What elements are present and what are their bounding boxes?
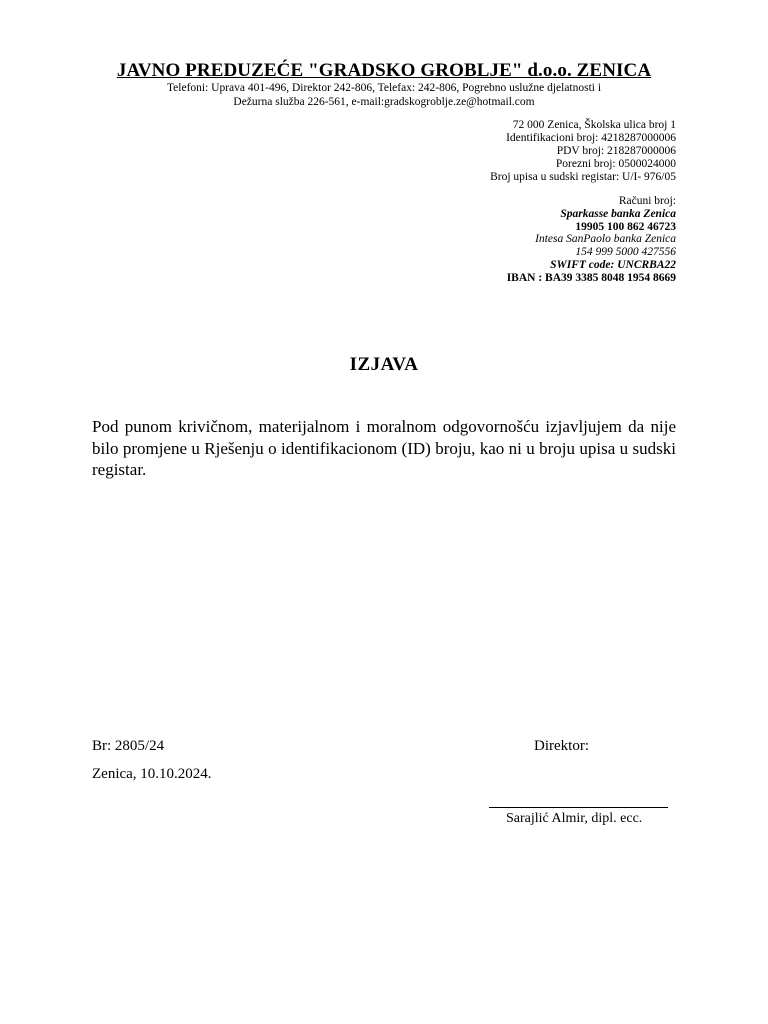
contact-info [92,82,676,109]
director-label: Direktor: [534,738,589,754]
tax-number: Porezni broj: 0500024000 [555,158,676,170]
document-title: IZJAVA [349,354,419,375]
company-address: 72 000 Zenica, Školska ulica broj 1 [512,119,676,131]
statement-body: Pod punom krivičnom, materijalnom i moralnom odgovornošću izjavljujem da nije bilo promjene u Rješenju o identifikacionom (ID) broju, kao ni u broju upisa u sudski registar. [92,417,676,479]
court-registry-number: Broj upisa u sudski registar: U/I- 976/05 [490,171,676,183]
identification-number: Identifikacioni broj: 4218287000006 [506,132,676,144]
signatory-name: Sarajlić Almir, dipl. ecc. [506,811,643,826]
bank-accounts-block [376,195,676,285]
bank-2-name: Intesa SanPaolo banka Zenica [535,233,676,246]
swift-code: SWIFT code: UNCRBA22 [550,258,676,271]
reference-number: Br: 2805/24 [92,738,165,754]
company-name: JAVNO PREDUZEĆE "GRADSKO GROBLJE" d.o.o. ZENICA [116,60,652,81]
address-block [376,119,676,184]
signature-line [489,807,668,808]
bank-2-account: 154 999 5000 427556 [575,246,676,259]
accounts-label: Računi broj: [618,195,676,207]
vat-number: PDV broj: 218287000006 [556,145,676,157]
bank-1-name: Sparkasse banka Zenica [560,207,676,220]
bank-1-account: 19905 100 862 46723 [575,220,676,233]
place-and-date: Zenica, 10.10.2024. [92,766,212,782]
contact-line-phones: Telefoni: Uprava 401-496, Direktor 242-806, Telefax: 242-806, Pogrebno uslužne djelatnosti i [166,82,602,94]
iban: IBAN : BA39 3385 8048 1954 8669 [506,271,676,284]
contact-line-email: Dežurna služba 226-561, e-mail:gradskogroblje.ze@hotmail.com [233,95,535,108]
